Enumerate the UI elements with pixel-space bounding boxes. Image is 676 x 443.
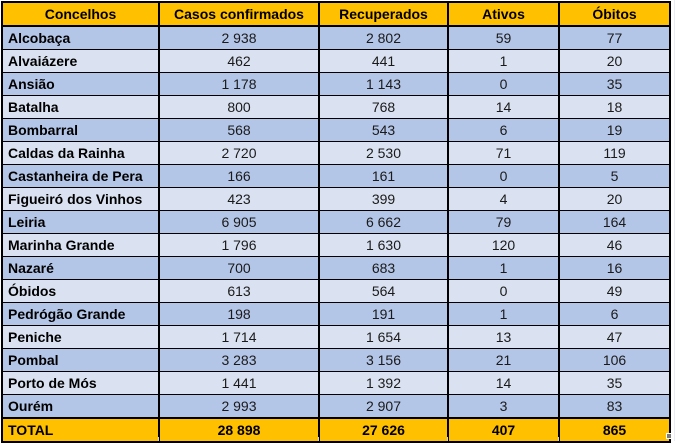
recuperados-cell[interactable]: 1 630: [319, 234, 448, 257]
table-row: [2, 372, 670, 395]
concelho-name-cell[interactable]: Óbidos: [2, 280, 159, 303]
ativos-cell[interactable]: 79: [448, 211, 559, 234]
header-cell-recuperados[interactable]: Recuperados: [319, 2, 448, 26]
recuperados-cell[interactable]: 2 802: [319, 26, 448, 50]
recuperados-cell[interactable]: 683: [319, 257, 448, 280]
casos-cell[interactable]: 613: [159, 280, 319, 303]
concelho-name-cell[interactable]: Pombal: [2, 349, 159, 372]
casos-cell[interactable]: 462: [159, 50, 319, 73]
concelho-name-cell[interactable]: Peniche: [2, 326, 159, 349]
casos-cell[interactable]: 6 905: [159, 211, 319, 234]
recuperados-cell[interactable]: 191: [319, 303, 448, 326]
ativos-cell[interactable]: 4: [448, 188, 559, 211]
gridline-stub: [447, 437, 448, 441]
obitos-cell[interactable]: 5: [559, 165, 670, 188]
table-row: [2, 395, 670, 419]
obitos-cell[interactable]: 16: [559, 257, 670, 280]
table-row: [2, 165, 670, 188]
obitos-cell[interactable]: 6: [559, 303, 670, 326]
casos-cell[interactable]: 568: [159, 119, 319, 142]
selection-fill-handle[interactable]: [666, 433, 672, 439]
table-header: [2, 2, 670, 26]
obitos-cell[interactable]: 35: [559, 73, 670, 96]
obitos-cell[interactable]: 20: [559, 50, 670, 73]
header-row: [2, 2, 670, 26]
ativos-cell[interactable]: 13: [448, 326, 559, 349]
recuperados-cell[interactable]: 564: [319, 280, 448, 303]
casos-cell[interactable]: 1 178: [159, 73, 319, 96]
table-row: [2, 257, 670, 280]
header-cell-concelhos[interactable]: Concelhos: [2, 2, 159, 26]
total-ativos-cell[interactable]: 407: [448, 418, 559, 442]
ativos-cell[interactable]: 14: [448, 96, 559, 119]
concelho-name-cell[interactable]: Nazaré: [2, 257, 159, 280]
header-cell-ativos[interactable]: Ativos: [448, 2, 559, 26]
sheet-gridline-right: [674, 0, 675, 441]
ativos-cell[interactable]: 120: [448, 234, 559, 257]
ativos-cell[interactable]: 3: [448, 395, 559, 419]
table-row: [2, 326, 670, 349]
ativos-cell[interactable]: 71: [448, 142, 559, 165]
concelho-name-cell[interactable]: Alcobaça: [2, 26, 159, 50]
total-recuperados-cell[interactable]: 27 626: [319, 418, 448, 442]
recuperados-cell[interactable]: 1 654: [319, 326, 448, 349]
casos-cell[interactable]: 198: [159, 303, 319, 326]
casos-cell[interactable]: 2 720: [159, 142, 319, 165]
ativos-cell[interactable]: 21: [448, 349, 559, 372]
table-row: [2, 280, 670, 303]
ativos-cell[interactable]: 59: [448, 26, 559, 50]
total-obitos-cell[interactable]: 865: [559, 418, 670, 442]
casos-cell[interactable]: 1 796: [159, 234, 319, 257]
concelho-name-cell[interactable]: Castanheira de Pera: [2, 165, 159, 188]
ativos-cell[interactable]: 0: [448, 165, 559, 188]
obitos-cell[interactable]: 19: [559, 119, 670, 142]
recuperados-cell[interactable]: 2 907: [319, 395, 448, 419]
recuperados-cell[interactable]: 1 143: [319, 73, 448, 96]
table-row: [2, 26, 670, 50]
casos-cell[interactable]: 700: [159, 257, 319, 280]
casos-cell[interactable]: 2 993: [159, 395, 319, 419]
concelho-name-cell[interactable]: Marinha Grande: [2, 234, 159, 257]
gridline-stub: [558, 437, 559, 441]
concelho-name-cell[interactable]: Leiria: [2, 211, 159, 234]
table-row: [2, 303, 670, 326]
ativos-cell[interactable]: 0: [448, 280, 559, 303]
casos-cell[interactable]: 1 714: [159, 326, 319, 349]
concelho-name-cell[interactable]: Batalha: [2, 96, 159, 119]
concelho-name-cell[interactable]: Porto de Mós: [2, 372, 159, 395]
table-body: [2, 26, 670, 418]
obitos-cell[interactable]: 119: [559, 142, 670, 165]
table-row: [2, 188, 670, 211]
recuperados-cell[interactable]: 161: [319, 165, 448, 188]
casos-cell[interactable]: 166: [159, 165, 319, 188]
ativos-cell[interactable]: 1: [448, 50, 559, 73]
table-row: [2, 73, 670, 96]
table-row: [2, 50, 670, 73]
obitos-cell[interactable]: 49: [559, 280, 670, 303]
obitos-cell[interactable]: 46: [559, 234, 670, 257]
concelho-name-cell[interactable]: Pedrógão Grande: [2, 303, 159, 326]
ativos-cell[interactable]: 1: [448, 303, 559, 326]
obitos-cell[interactable]: 164: [559, 211, 670, 234]
header-cell-casos-confirmados[interactable]: Casos confirmados: [159, 2, 319, 26]
covid-concelhos-table: [1, 1, 671, 443]
obitos-cell[interactable]: 83: [559, 395, 670, 419]
table-row: [2, 234, 670, 257]
ativos-cell[interactable]: 6: [448, 119, 559, 142]
concelho-name-cell[interactable]: Caldas da Rainha: [2, 142, 159, 165]
table-row: [2, 142, 670, 165]
concelho-name-cell[interactable]: Ourém: [2, 395, 159, 419]
header-cell-obitos[interactable]: Óbitos: [559, 2, 670, 26]
ativos-cell[interactable]: 14: [448, 372, 559, 395]
concelho-name-cell[interactable]: Alvaiázere: [2, 50, 159, 73]
table-row: [2, 349, 670, 372]
casos-cell[interactable]: 1 441: [159, 372, 319, 395]
recuperados-cell[interactable]: 399: [319, 188, 448, 211]
obitos-cell[interactable]: 77: [559, 26, 670, 50]
gridline-stub: [318, 437, 319, 441]
table-row: [2, 96, 670, 119]
obitos-cell[interactable]: 20: [559, 188, 670, 211]
casos-cell[interactable]: 3 283: [159, 349, 319, 372]
recuperados-cell[interactable]: 768: [319, 96, 448, 119]
concelho-name-cell[interactable]: Ansião: [2, 73, 159, 96]
casos-cell[interactable]: 2 938: [159, 26, 319, 50]
obitos-cell[interactable]: 47: [559, 326, 670, 349]
recuperados-cell[interactable]: 2 530: [319, 142, 448, 165]
concelho-name-cell[interactable]: Bombarral: [2, 119, 159, 142]
recuperados-cell[interactable]: 3 156: [319, 349, 448, 372]
casos-cell[interactable]: 800: [159, 96, 319, 119]
total-casos-cell[interactable]: 28 898: [159, 418, 319, 442]
casos-cell[interactable]: 423: [159, 188, 319, 211]
table-row: [2, 211, 670, 234]
recuperados-cell[interactable]: 441: [319, 50, 448, 73]
concelho-name-cell[interactable]: Figueiró dos Vinhos: [2, 188, 159, 211]
ativos-cell[interactable]: 1: [448, 257, 559, 280]
recuperados-cell[interactable]: 543: [319, 119, 448, 142]
table-row: [2, 119, 670, 142]
ativos-cell[interactable]: 0: [448, 73, 559, 96]
obitos-cell[interactable]: 35: [559, 372, 670, 395]
total-label-cell[interactable]: TOTAL: [2, 418, 159, 442]
table-footer: [2, 418, 670, 442]
gridline-stub: [158, 437, 159, 441]
total-row: [2, 418, 670, 442]
obitos-cell[interactable]: 106: [559, 349, 670, 372]
recuperados-cell[interactable]: 6 662: [319, 211, 448, 234]
recuperados-cell[interactable]: 1 392: [319, 372, 448, 395]
obitos-cell[interactable]: 18: [559, 96, 670, 119]
